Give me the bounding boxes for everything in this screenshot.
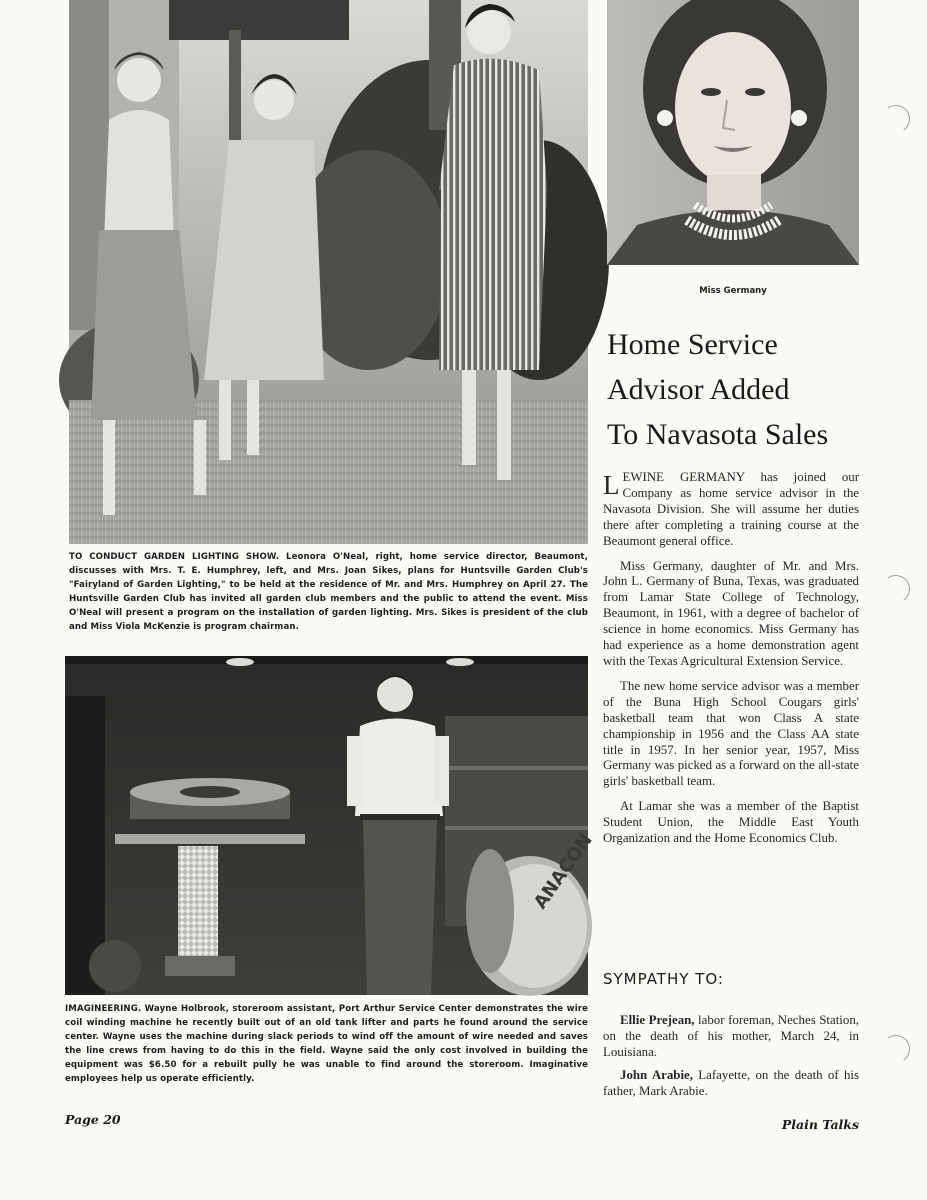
headline-line: To Navasota Sales [607, 418, 829, 451]
binder-hole-mark [880, 573, 912, 605]
headline-line: Advisor Added [607, 373, 790, 406]
article-paragraph: Miss Germany, daughter of Mr. and Mrs. John L. Germany of Buna, Texas, was graduated from Lamar State College of Technology, Beaumont, in 1961, with a degree of bachelor of science in home economics. Miss Germany has had experience as a home demonstration agent with the Texas Agricultural Extension Service. [603, 558, 859, 668]
sympathy-item: Ellie Prejean, labor foreman, Neches Station, on the death of his mother, March 24, in Louisiana. [603, 1013, 859, 1059]
reel-label: ANACON [529, 829, 597, 913]
caption-text: Wayne Holbrook, storeroom assistant, Port Arthur Service Center demonstrates the wire coil winding machine he recently built out of an old tank lifter and parts he found around the service center. Wayne uses the machine during slack periods to wind off the amount of wire needed and saves the line crews from having to do this in the field. Wayne said the only cost involved in building the equipment was $6.50 for a rebuilt pully he was unable to find around the storeroom. Imaginative employees help us operate efficiently. [65, 1004, 589, 1084]
article-body [603, 470, 859, 856]
sympathy-heading: SYMPATHY TO: [603, 970, 724, 988]
sympathy-name: John Arabie, [620, 1068, 693, 1082]
garden-photo [69, 0, 588, 544]
article-headline [607, 322, 877, 457]
caption-text: Leonora O'Neal, right, home service director, Beaumont, discusses with Mrs. T. E. Humphrey, left, and Mrs. Joan Sikes, plans for Huntsville Garden Club's "Fairyland of Garden Lighting," to be held at the residence of Mr. and Mrs. Humphrey on April 27. The Huntsville Garden Club has invited all garden club members and the public to attend the event. Miss O'Neal will present a program on the installation of garden lighting. Mrs. Sikes is president of the club and Miss Viola McKenzie is program chairman. [69, 552, 588, 632]
headline-line: Home Service [607, 328, 778, 361]
article-paragraph: The new home service advisor was a member of the Buna High School Cougars girls' basketball team that won Class A state championship in 1956 and the Class AA state title in 1957. In her senior year, 1957, Miss Germany was picked as a forward on the all-state girls' basketball team. [603, 678, 859, 789]
binder-hole-mark [880, 103, 912, 135]
sympathy-name: Ellie Prejean, [620, 1013, 695, 1027]
article-paragraph: At Lamar she was a member of the Baptist Student Union, the Middle East Youth Organization and the Home Economics Club. [603, 799, 859, 846]
page-number: Page 20 [65, 1112, 121, 1127]
publication-name: Plain Talks [781, 1117, 859, 1132]
binder-hole-mark [880, 1033, 912, 1065]
storeroom-photo-caption [65, 1002, 588, 1086]
article-paragraph: LEWINE GERMANY has joined our Company as home service advisor in the Navasota Division. She will assume her duties there after completing a training course at the Beaumont general office. [603, 470, 859, 548]
portrait-caption: Miss Germany [699, 286, 767, 296]
garden-photo-caption [69, 550, 588, 634]
portrait-photo [607, 0, 859, 265]
drop-cap: L [603, 470, 620, 500]
caption-lead: TO CONDUCT GARDEN LIGHTING SHOW. [69, 552, 280, 562]
storeroom-photo [65, 656, 597, 995]
caption-lead: IMAGINEERING. [65, 1004, 142, 1014]
sympathy-item: John Arabie, Lafayette, on the death of his father, Mark Arabie. [603, 1068, 859, 1098]
